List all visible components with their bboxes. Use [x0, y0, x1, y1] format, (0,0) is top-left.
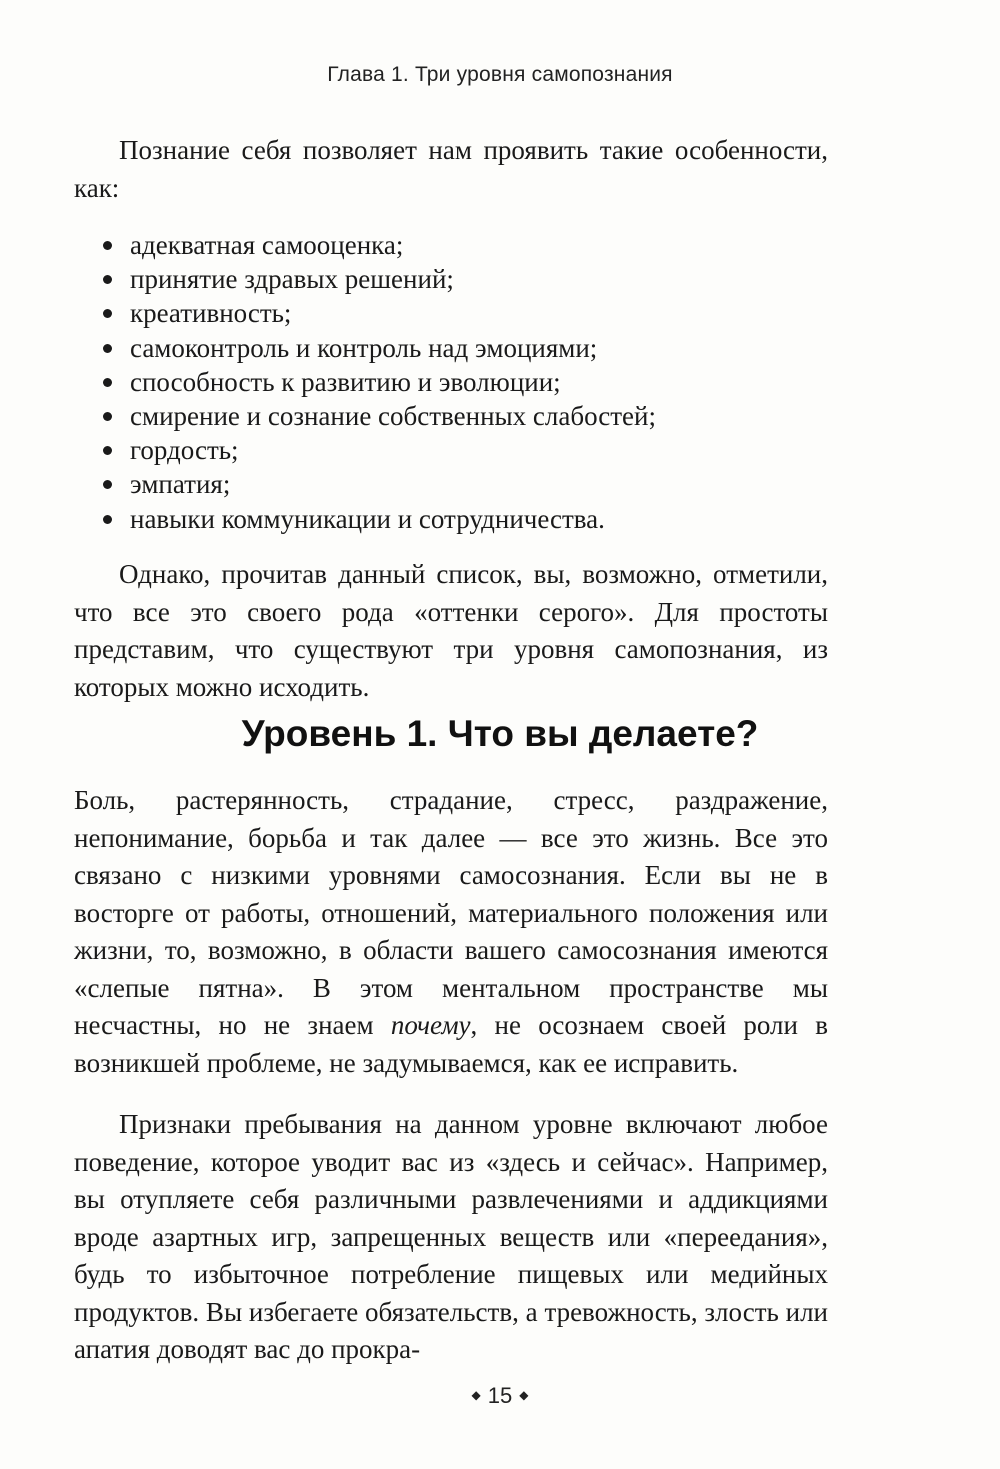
list-item: креативность; [103, 296, 823, 330]
features-list [103, 228, 823, 536]
list-item: способность к развитию и эволюции; [103, 365, 823, 399]
bullet-icon [103, 480, 112, 489]
body-paragraph: Признаки пребывания на данном уровне включают любое поведение, которое уводит вас из «здесь и сейчас». Например, вы отупляете себя различными развлечениями и аддикциями вроде азартных игр, запрещенных веществ или «переедания», будь то избыточное потребление пищевых или медийных продуктов. Вы избегаете обязательств, а тревожность, злость или апатия доводят вас до прокра- [74, 1109, 828, 1364]
body-paragraph: Боль, растерянность, страдание, стресс, раздражение, непонимание, борьба и так далее — все это жизнь. Все это связано с низкими уровнями самосознания. Если вы не в восторге от работы, отношений, материального положения или жизни, то, возможно, в области вашего самосознания имеются «слепые пятна». В этом ментальном пространстве мы несчастны, но не знаем почему, не осознаем своей роли в возникшей проблеме, не задумываемся, как ее исправить. [74, 785, 828, 1078]
list-item: эмпатия; [103, 467, 823, 501]
bullet-icon [103, 446, 112, 455]
bullet-icon [103, 378, 112, 387]
bullet-icon [103, 309, 112, 318]
list-item: адекватная самооценка; [103, 228, 823, 262]
bullet-icon [103, 241, 112, 250]
bullet-icon [103, 275, 112, 284]
bullet-icon [103, 515, 112, 524]
bullet-icon [103, 412, 112, 421]
diamond-icon: ◆ [471, 1388, 481, 1403]
running-head: Глава 1. Три уровня самопознания [327, 63, 673, 86]
list-item: принятие здравых решений; [103, 262, 823, 296]
emphasis: почему [390, 1010, 471, 1040]
list-item: самоконтроль и контроль над эмоциями; [103, 331, 823, 365]
section-heading: Уровень 1. Что вы делаете? [241, 713, 759, 754]
diamond-icon: ◆ [519, 1388, 529, 1403]
list-item: гордость; [103, 433, 823, 467]
list-item: навыки коммуникации и сотрудничества. [103, 502, 823, 536]
body-paragraph: Однако, прочитав данный список, вы, возможно, отметили, что все это своего рода «оттенки серого». Для простоты представим, что существуют три уровня самопознания, из которых можно исходить. [74, 559, 828, 702]
list-item: смирение и сознание собственных слабостей; [103, 399, 823, 433]
bullet-icon [103, 344, 112, 353]
page-number: ◆ 15 ◆ [471, 1383, 529, 1408]
intro-paragraph: Познание себя позволяет нам проявить такие особенности, как: [74, 135, 828, 203]
